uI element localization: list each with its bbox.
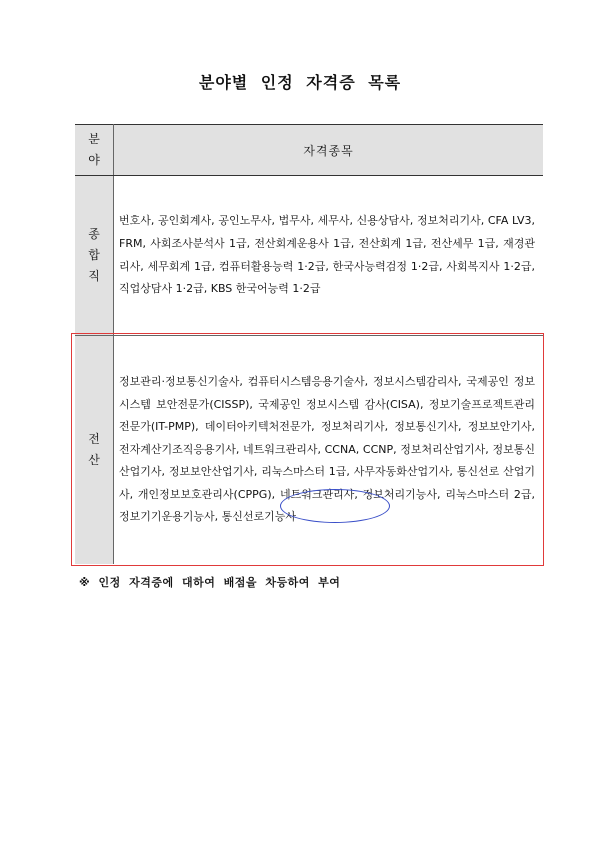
certificate-list-general: 번호사, 공인회계사, 공인노무사, 법무사, 세무사, 신용상담사, 정보처리기사, CFA LV3, FRM, 사회조사분석사 1급, 전산회계운용사 1급, 전산회계 1급, 전산세무 1급, 재경관리사, 세무회계 1급, 컴퓨터활용능력 1·2급, 한국사능력검정 1·2급, 사회복지사 1·2급, 직업상담사 1·2급, KBS 한국어능력 1·2급: [114, 176, 544, 336]
certificate-list-it-before: 정보관리·정보통신기술사, 컴퓨터시스템응용기술사, 정보시스템감리사, 국제공인 정보시스템 보안전문가(CISSP), 국제공인 정보시스템 감사(CISA), 정보기술프로젝트관리전문가(IT-PMP), 데이터아키텍처전문가, 정보처리기사, 정보통신기사, 정보보안기사, 전자계산기조직응용기사, 네트워크관리사, CCNA, CCNP, 정보처리산업기사, 정보통신산업기사, 정보보안산업기사, 리눅스마스터 1급, 사무자동화산업기사, 통신선로 산업기사, 개인정보보호관리사(CPPG),: [119, 374, 535, 501]
header-category-label: 분야: [88, 132, 100, 167]
category-cell: [75, 176, 114, 336]
header-items-label: 자격종목: [303, 143, 354, 158]
header-items-cell: [114, 125, 544, 176]
footnote: ※ 인정 자격증에 대하여 배점을 차등하여 부여: [79, 576, 341, 589]
category-label-it: 전산: [88, 432, 100, 467]
table-row: [75, 176, 543, 336]
certificate-list-it-after: 정보처리기능사, 리눅스마스터 2급, 정보기기운용기능사, 통신선로기능사: [119, 487, 536, 524]
highlighted-certificate: 네트워크관리사,: [279, 487, 358, 501]
category-cell: [75, 336, 114, 565]
category-label-general: 종합직: [88, 227, 100, 283]
header-category-cell: [75, 125, 114, 176]
certificate-table: [75, 124, 543, 564]
document-title: 분야별 인정 자격증 목록: [198, 73, 402, 92]
table-row: [75, 336, 543, 565]
certificate-list-it: [114, 336, 544, 565]
table-header-row: [75, 125, 543, 176]
